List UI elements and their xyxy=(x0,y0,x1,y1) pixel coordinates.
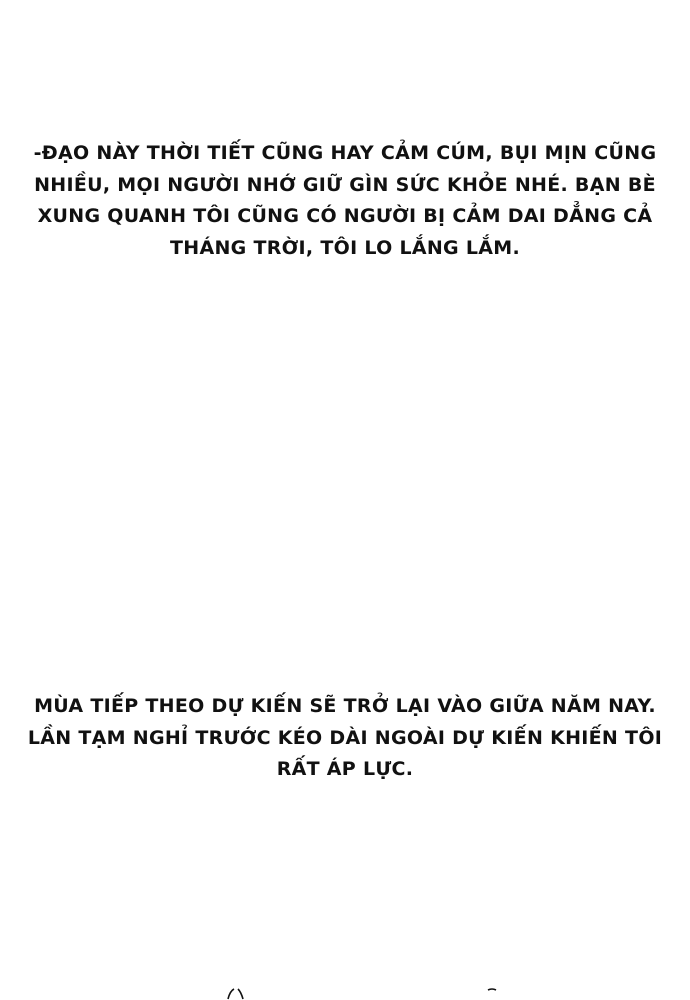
text-line: MÙA TIẾP THEO DỰ KIẾN SẼ TRỞ LẠI VÀO GIỮA NĂM NAY. xyxy=(34,695,656,717)
text-line: LẦN TẠM NGHỈ TRƯỚC KÉO DÀI NGOÀI DỰ KIẾN KHIẾN TÔI xyxy=(27,726,663,749)
text-line: NHIỀU, MỌI NGƯỜI NHỚ GIỮ GÌN SỨC KHỎE NHÉ. BẠN BÈ xyxy=(34,173,656,196)
text-line: RẤT ÁP LỰC. xyxy=(276,758,414,780)
text-line: -ĐẠO NÀY THỜI TIẾT CŨNG HAY CẢM CÚM, BỤI MỊN CŨNG xyxy=(33,142,657,164)
paragraph-health-note xyxy=(0,138,690,264)
paragraph-season-note xyxy=(0,691,690,786)
cut-off-text-marks xyxy=(0,988,690,1000)
text-line: THÁNG TRỜI, TÔI LO LẮNG LẮM. xyxy=(169,236,521,259)
text-line: XUNG QUANH TÔI CŨNG CÓ NGƯỜI BỊ CẢM DAI DẲNG CẢ xyxy=(37,205,653,227)
